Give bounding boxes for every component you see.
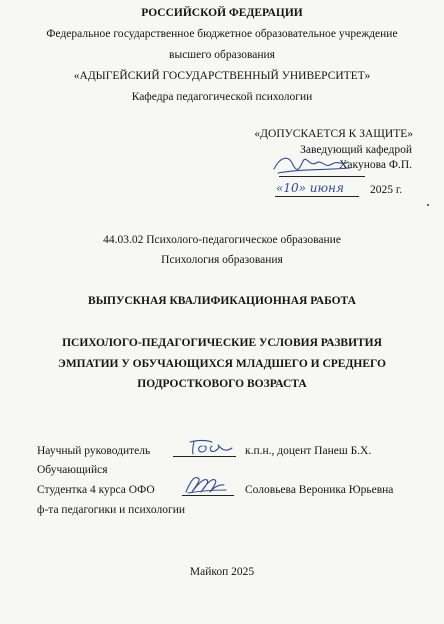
approval-position: Заведующий кафедрой xyxy=(300,144,412,156)
student-label: Обучающийся xyxy=(37,464,108,476)
approval-year: 2025 г. xyxy=(370,184,403,196)
supervisor-label: Научный руководитель xyxy=(37,445,151,457)
supervisor-signature-line xyxy=(173,456,236,457)
program-profile: Психология образования xyxy=(161,254,283,266)
student-name: Соловьева Вероника Юрьевна xyxy=(245,484,394,496)
thesis-title-line2: ЭМПАТИИ У ОБУЧАЮЩИХСЯ МЛАДШЕГО И СРЕДНЕГО xyxy=(58,358,386,370)
university-name: «АДЫГЕЙСКИЙ ГОСУДАРСТВЕННЫЙ УНИВЕРСИТЕТ» xyxy=(73,70,371,82)
approval-date-handwritten: «10» июня xyxy=(276,181,344,195)
institution-type-line1: Федеральное государственное бюджетное образовательное учреждение xyxy=(46,28,398,40)
thesis-title-line3: ПОДРОСТКОВОГО ВОЗРАСТА xyxy=(137,378,307,390)
date-line xyxy=(275,196,359,197)
thesis-title-line1: ПСИХОЛОГО-ПЕДАГОГИЧЕСКИЕ УСЛОВИЯ РАЗВИТИЯ xyxy=(62,337,382,349)
department-name: Кафедра педагогической психологии xyxy=(131,91,313,103)
supervisor-signature xyxy=(184,436,236,458)
institution-type-line2: высшего образования xyxy=(169,49,275,61)
approval-title: «ДОПУСКАЕТСЯ К ЗАЩИТЕ» xyxy=(254,128,413,140)
program-direction: 44.03.02 Психолого-педагогическое образование xyxy=(103,234,341,246)
head-signature-line xyxy=(279,176,365,177)
student-signature-line xyxy=(182,495,234,496)
supervisor-details: к.п.н., доцент Панеш Б.Х. xyxy=(245,445,372,457)
student-faculty: ф-та педагогики и психологии xyxy=(37,504,186,516)
head-name: Хакунова Ф.П. xyxy=(339,159,412,171)
student-course: Студентка 4 курса ОФО xyxy=(37,484,155,496)
stray-dot xyxy=(427,204,429,206)
work-type-heading: ВЫПУСКНАЯ КВАЛИФИКАЦИОННАЯ РАБОТА xyxy=(88,295,356,307)
country-heading: РОССИЙСКОЙ ФЕДЕРАЦИИ xyxy=(141,7,303,19)
city-year: Майкоп 2025 xyxy=(189,566,255,578)
head-signature xyxy=(270,149,352,179)
